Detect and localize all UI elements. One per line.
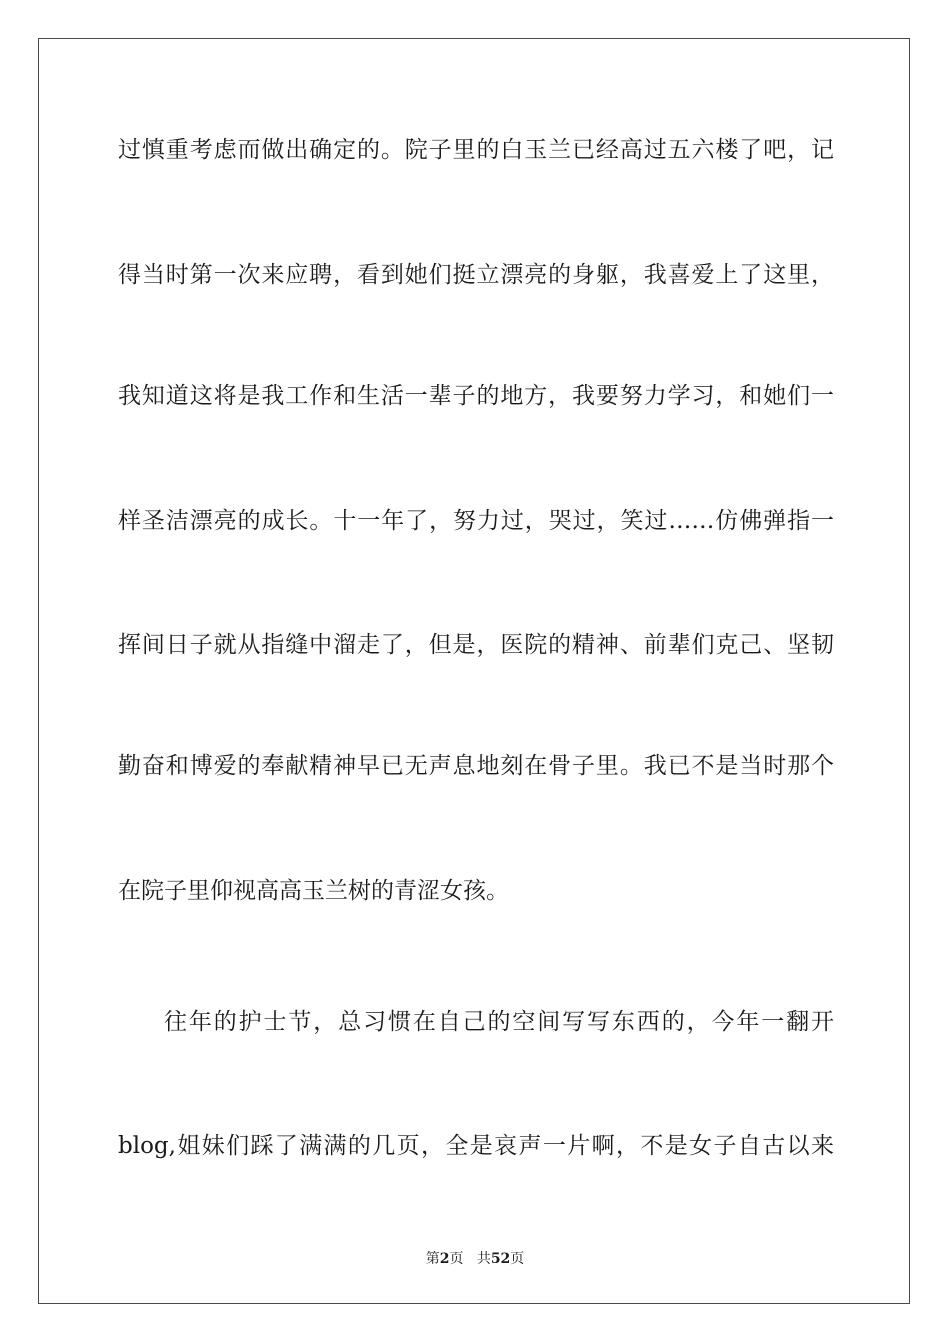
- body-line-5: 挥间日子就从指缝中溜走了，但是，医院的精神、前辈们克己、坚韧: [118, 632, 834, 658]
- body-line-8: 往年的护士节，总习惯在自己的空间写写东西的，今年一翻开: [164, 1009, 834, 1035]
- footer-page-suffix: 页: [449, 1251, 464, 1267]
- page-footer: [0, 1248, 950, 1268]
- footer-total-prefix: 共: [476, 1251, 491, 1267]
- body-line-3: 我知道这将是我工作和生活一辈子的地方，我要努力学习，和她们一: [118, 383, 834, 409]
- body-line-6: 勤奋和博爱的奉献精神早已无声息地刻在骨子里。我已不是当时那个: [118, 753, 834, 779]
- footer-page-number: 2: [439, 1251, 450, 1267]
- body-line-2: 得当时第一次来应聘，看到她们挺立漂亮的身躯，我喜爱上了这里，: [118, 262, 834, 288]
- body-line-7: 在院子里仰视高高玉兰树的青涩女孩。: [118, 878, 509, 904]
- footer-total-suffix: 页: [510, 1251, 525, 1267]
- footer-total-number: 52: [490, 1251, 511, 1267]
- body-line-9: blog,姐妹们踩了满满的几页，全是哀声一片啊，不是女子自古以来: [118, 1133, 834, 1159]
- body-line-4: 样圣洁漂亮的成长。十一年了，努力过，哭过，笑过……仿佛弹指一: [118, 508, 834, 534]
- page-border: [38, 38, 910, 1304]
- footer-page-prefix: 第: [425, 1251, 440, 1267]
- body-line-1: 过慎重考虑而做出确定的。院子里的白玉兰已经高过五六楼了吧，记: [118, 137, 834, 163]
